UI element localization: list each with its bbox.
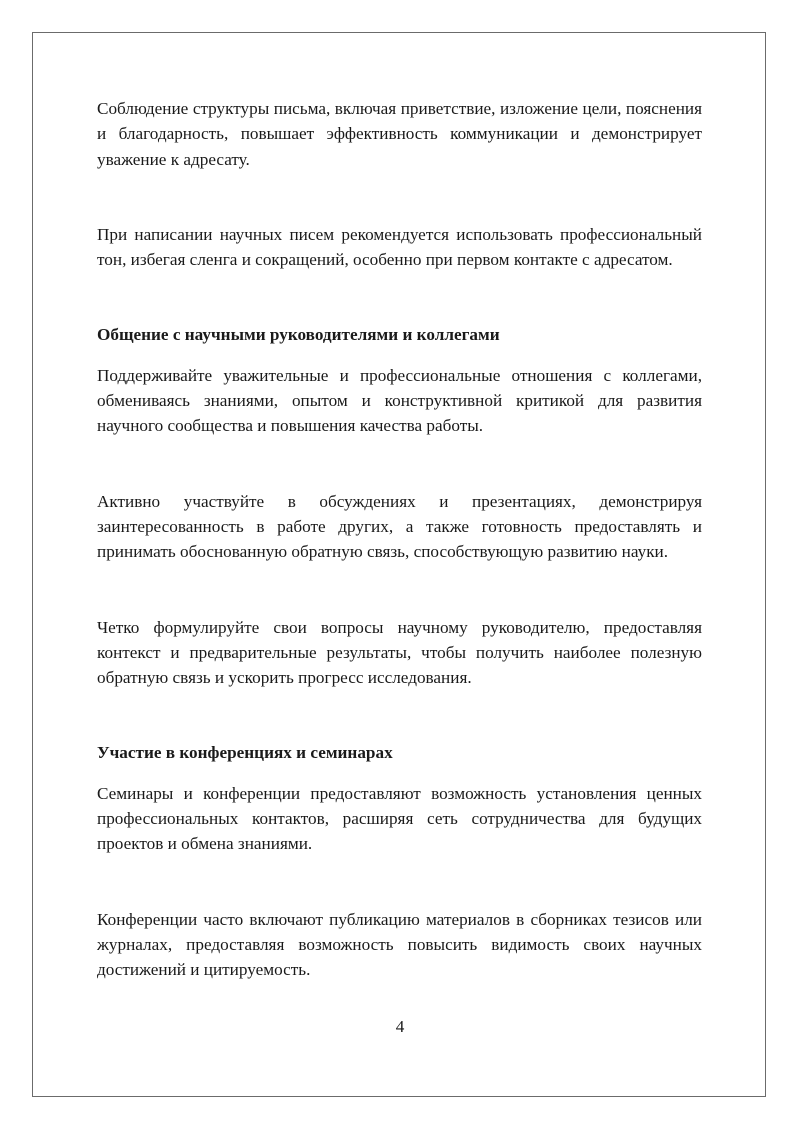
page-number: 4 [395,1017,405,1036]
paragraph-letter-structure: Соблюдение структуры письма, включая приветствие, изложение цели, пояснения и благодарность, повышает эффективность коммуникации и демонстрирует уважение к адресату. [97,99,702,169]
section-heading-communication: Общение с научными руководителями и коллегами [97,325,500,345]
paragraph-professional-tone: При написании научных писем рекомендуется использовать профессиональный тон, избегая сленга и сокращений, особенно при первом контакте с адресатом. [97,224,702,270]
paragraph-conference-publications: Конференции часто включают публикацию материалов в сборниках тезисов или журналах, предоставляя возможность повысить видимость своих научных достижений и цитируемость. [97,909,702,980]
paragraph-active-participation: Активно участвуйте в обсуждениях и презентациях, демонстрируя заинтересованность в работе других, а также готовность предоставлять и принимать обоснованную обратную связь, способствующую развитию науки. [97,491,702,562]
paragraph-seminars-contacts: Семинары и конференции предоставляют возможность установления ценных профессиональных контактов, расширяя сеть сотрудничества для будущих проектов и обмена знаниями. [97,783,702,854]
section-heading-conferences: Участие в конференциях и семинарах [97,743,393,763]
paragraph-respectful-relations: Поддерживайте уважительные и профессиональные отношения с коллегами, обмениваясь знаниями, опытом и конструктивной критикой для развития научного сообщества и повышения качества работы. [97,365,702,436]
paragraph-clear-questions: Четко формулируйте свои вопросы научному руководителю, предоставляя контекст и предварительные результаты, чтобы получить наиболее полезную обратную связь и ускорить прогресс исследования. [97,617,702,688]
document-body [97,96,702,983]
